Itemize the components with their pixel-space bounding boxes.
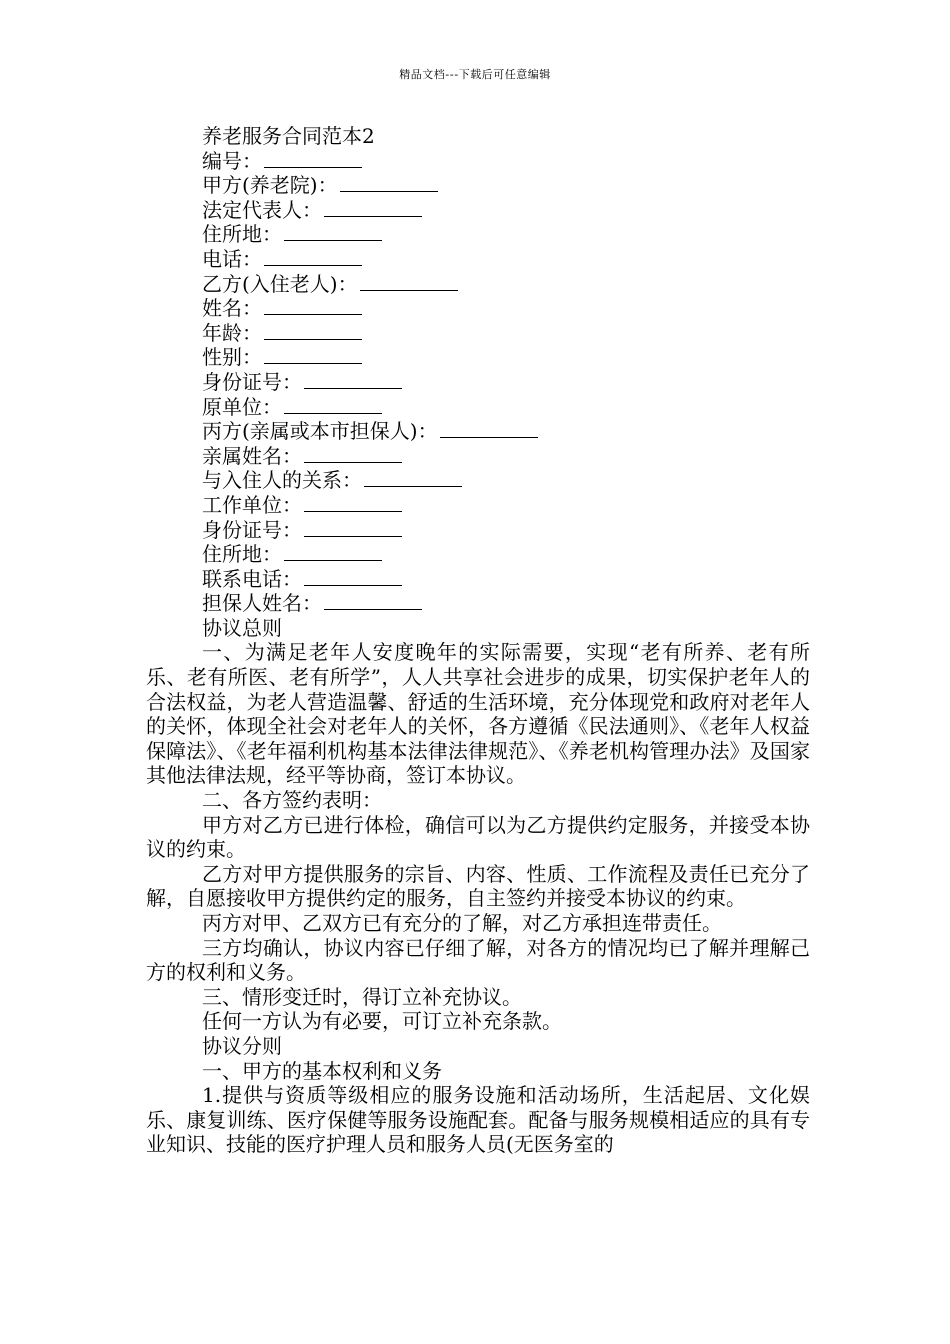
form-field: 乙方(入住老人)： [146, 272, 810, 297]
blank-line [304, 518, 402, 537]
paragraph: 丙方对甲、乙双方已有充分的了解，对乙方承担连带责任。 [202, 911, 722, 935]
blank-line [440, 419, 538, 438]
form-field: 亲属姓名： [146, 444, 810, 469]
paragraph: 一、为满足老年人安度晚年的实际需要，实现“老有所养、老有所乐、老有所医、老有所学”，人人共享社会进步的成果，切实保护老年人的合法权益，为老人营造温馨、舒适的生活环境，充分体现党和政府对老年人的关怀，体现全社会对老年人的关怀，各方遵循《民法通则》、《老年人权益保障法》、《老年福利机构基本法律法律规范》、《养老机构管理办法》及国家其他法律法规，经平等协商，签订本协议。 [146, 640, 810, 788]
form-field: 联系电话： [146, 567, 810, 592]
blank-line [340, 173, 438, 192]
section-heading: 协议总则 [202, 615, 282, 640]
blank-line [324, 198, 422, 217]
form-field: 工作单位： [146, 493, 810, 518]
blank-line [284, 222, 382, 241]
form-field: 原单位： [146, 395, 810, 420]
form-field: 住所地： [146, 222, 810, 247]
blank-line [264, 247, 362, 266]
paragraph: 三、情形变迁时，得订立补充协议。 [202, 984, 522, 1009]
form-field: 担保人姓名： [146, 591, 810, 616]
blank-line [304, 493, 402, 512]
blank-line [360, 272, 458, 291]
blank-line [284, 395, 382, 414]
subsection-heading: 一、甲方的基本权利和义务 [202, 1058, 442, 1083]
paragraph: 三方均确认，协议内容已仔细了解，对各方的情况均已了解并理解己方的权利和义务。 [146, 935, 810, 985]
blank-line [264, 321, 362, 340]
blank-line [264, 296, 362, 315]
paragraph: 任何一方认为有必要，可订立补充条款。 [202, 1009, 562, 1034]
page-header: 精品文档---下载后可任意编辑 [399, 68, 551, 81]
section-heading: 协议分则 [202, 1033, 282, 1058]
form-field: 与入住人的关系： [146, 468, 810, 493]
form-field: 甲方(养老院)： [146, 173, 810, 198]
document-body [146, 124, 810, 1157]
form-field: 身份证号： [146, 518, 810, 543]
form-field: 住所地： [146, 542, 810, 567]
blank-line [324, 591, 422, 610]
document-title: 养老服务合同范本2 [202, 124, 375, 148]
form-field: 性别： [146, 345, 810, 370]
blank-line [264, 149, 362, 168]
form-field: 姓名： [146, 296, 810, 321]
blank-line [264, 345, 362, 364]
paragraph: 1.提供与资质等级相应的服务设施和活动场所，生活起居、文化娱乐、康复训练、医疗保健等服务设施配套。配备与服务规模相适应的具有专业知识、技能的医疗护理人员和服务人员(无医务室的 [146, 1083, 810, 1157]
blank-line [304, 444, 402, 463]
form-field: 电话： [146, 247, 810, 272]
blank-line [304, 370, 402, 389]
form-field: 身份证号： [146, 370, 810, 395]
blank-line [304, 567, 402, 586]
paragraph: 甲方对乙方已进行体检，确信可以为乙方提供约定服务，并接受本协议的约束。 [146, 812, 810, 862]
paragraph: 二、各方签约表明： [202, 788, 382, 813]
form-field: 丙方(亲属或本市担保人)： [146, 419, 810, 444]
blank-line [364, 468, 462, 487]
blank-line [284, 542, 382, 561]
form-field: 年龄： [146, 321, 810, 346]
form-field: 编号： [146, 149, 810, 174]
form-field: 法定代表人： [146, 198, 810, 223]
paragraph: 乙方对甲方提供服务的宗旨、内容、性质、工作流程及责任已充分了解，自愿接收甲方提供约定的服务，自主签约并接受本协议的约束。 [146, 861, 810, 911]
